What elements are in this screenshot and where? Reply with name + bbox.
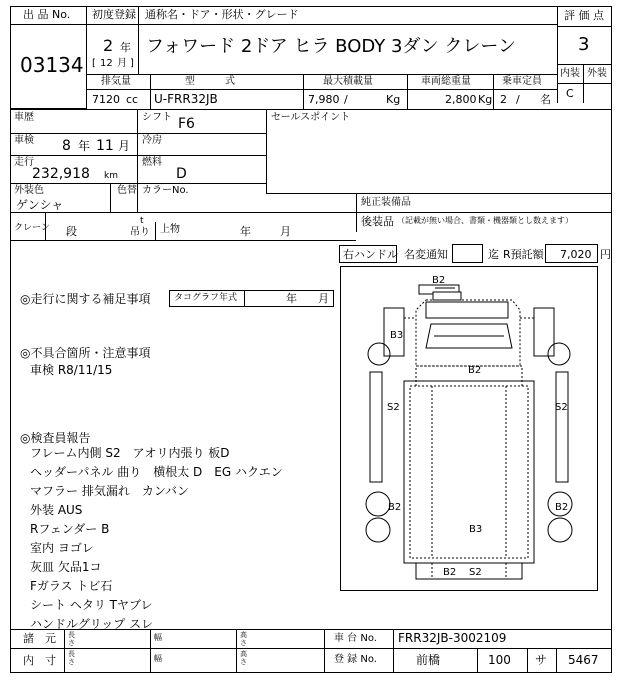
- first-registration-label: 初度登録: [92, 8, 136, 21]
- inspector-report-item: Fガラス トビ石: [30, 579, 113, 593]
- shift-label: シフト: [142, 112, 172, 123]
- diagram-label-b2-top: B2: [432, 275, 446, 286]
- inspector-report-item: ヘッダーパネル 曲り 横根太 D EG ハクエン: [30, 465, 283, 479]
- capacity-value: 2: [500, 93, 507, 106]
- gross-weight-label: 車両総重量: [421, 76, 471, 87]
- name-change-box: [452, 244, 483, 263]
- history-label: 車歴: [14, 112, 34, 123]
- diagram-label-b2-hood: B2: [468, 365, 482, 376]
- crane-hook-label: 吊り: [130, 227, 150, 238]
- model-label: 型 式: [185, 76, 235, 87]
- color-change-label: 色替: [117, 185, 137, 196]
- aftermarket-note: （記載が無い場合、書類・機器類とし数えます）: [397, 216, 573, 225]
- dim-height-label: 高さ: [240, 650, 247, 666]
- first-registration-year: 2: [103, 36, 114, 55]
- mileage-unit: km: [104, 171, 118, 181]
- inspection-year: 8: [62, 138, 71, 154]
- inspector-report-list: [30, 444, 283, 634]
- genuine-equipment-label: 純正装備品: [361, 197, 411, 208]
- exterior-label: 外装: [587, 68, 607, 79]
- crane-ton-unit: t: [140, 216, 144, 226]
- defects-label: ◎不具合箇所・注意事項: [20, 346, 151, 360]
- registration-kana: サ: [535, 653, 548, 667]
- displacement-label: 排気量: [101, 76, 131, 87]
- gross-weight-value: 2,800: [445, 93, 477, 106]
- ac-label: 冷房: [142, 135, 162, 146]
- defect-item: 車検 R8/11/15: [30, 363, 113, 377]
- diagram-label-s2-right: S2: [555, 402, 568, 413]
- tachograph-month-unit: 月: [318, 292, 329, 305]
- max-load-label: 最大積載量: [323, 76, 373, 87]
- capacity-unit: 名: [540, 93, 551, 106]
- inspection-month-unit: 月: [118, 139, 131, 153]
- first-registration-month-close: ]: [130, 58, 134, 69]
- dim-width-label: 幅: [154, 654, 162, 663]
- max-load-value: 7,980: [308, 93, 340, 106]
- capacity-separator: /: [516, 93, 520, 106]
- inspector-report-item: 灰皿 欠品1コ: [30, 560, 102, 574]
- capacity-label: 乗車定員: [502, 76, 542, 87]
- inspector-report-label: ◎検査員報告: [20, 431, 91, 445]
- registration-area: 前橋: [416, 653, 441, 667]
- chassis-number: FRR32JB-3002109: [398, 631, 507, 645]
- diagram-label-s2-rear: S2: [469, 567, 482, 578]
- diagram-label-b2-rear: B2: [443, 567, 457, 578]
- sales-point-label: セールスポイント: [271, 112, 351, 123]
- exterior-color-value: ゲンシャ: [16, 198, 64, 212]
- color-code-label: カラーNo.: [142, 185, 189, 196]
- exterior-color-label: 外装色: [14, 185, 44, 196]
- spec-width-label: 幅: [154, 633, 162, 642]
- defects-list: [30, 361, 112, 380]
- inspection-month: 11: [96, 138, 114, 154]
- vehicle-diagram: [340, 266, 598, 591]
- mileage-value: 232,918: [32, 166, 90, 182]
- max-load-unit: Kg: [386, 93, 401, 106]
- registration-class: 100: [488, 653, 511, 667]
- inspection-year-unit: 年: [78, 139, 91, 153]
- rating-label: 評 価 点: [564, 9, 604, 22]
- name-change-until: 迄: [488, 248, 499, 261]
- inspector-report-item: Rフェンダー B: [30, 522, 110, 536]
- displacement-unit: cc: [126, 93, 139, 106]
- name-change-label: 名変通知: [404, 248, 448, 261]
- dimensions-label: 内 寸: [23, 654, 56, 667]
- spec-length-label: 長さ: [68, 631, 75, 647]
- driving-notes-label: ◎走行に関する補足事項: [20, 292, 151, 306]
- dim-length-label: 長さ: [68, 650, 75, 666]
- shift-value: F6: [178, 116, 195, 132]
- inspector-report-item: 室内 ヨゴレ: [30, 541, 94, 555]
- first-registration-month: 12: [100, 58, 113, 69]
- chassis-label: 車 台 No.: [334, 633, 377, 644]
- registration-number: 5467: [568, 653, 599, 667]
- crane-stage-unit: 段: [66, 225, 77, 238]
- tachograph-label: タコグラフ年式: [174, 293, 238, 303]
- gross-weight-unit: Kg: [478, 93, 493, 106]
- diagram-label-s2-left: S2: [387, 402, 400, 413]
- aftermarket-label: 後装品: [361, 215, 394, 228]
- first-registration-month-unit: 月: [117, 58, 127, 69]
- diagram-label-b3-bed: B3: [469, 524, 483, 535]
- first-registration-month-open: [: [92, 58, 96, 69]
- name-grade-label: 通称名・ドア・形状・グレード: [145, 8, 299, 21]
- diagram-label-b2-fl-wheel: B2: [388, 502, 402, 513]
- tachograph-year-unit: 年: [286, 292, 297, 305]
- crane-month-unit: 月: [280, 225, 291, 238]
- r-deposit-amount: 7,020: [560, 248, 592, 261]
- r-deposit-label: R預託額: [503, 248, 544, 261]
- inspector-report-item: 外装 AUS: [30, 503, 83, 517]
- right-handle-label: 右ハンドル: [343, 248, 398, 261]
- inspector-report-item: シート ヘタリ Tヤブレ: [30, 598, 153, 612]
- crane-label: クレーン: [14, 223, 50, 233]
- crane-year-unit: 年: [240, 225, 251, 238]
- registration-label: 登 録 No.: [334, 654, 377, 665]
- displacement-value: 7120: [92, 93, 120, 106]
- interior-label: 内装: [560, 68, 580, 79]
- vehicle-title: フォワード 2ドア ヒラ BODY 3ダン クレーン: [146, 36, 516, 57]
- lot-number: 03134: [20, 53, 84, 77]
- diagram-label-b2-fr-wheel: B2: [555, 502, 569, 513]
- r-deposit-unit: 円: [600, 248, 611, 261]
- spec-height-label: 高さ: [240, 631, 247, 647]
- fuel-value: D: [176, 166, 187, 182]
- inspector-report-item: マフラー 排気漏れ カンバン: [30, 484, 189, 498]
- diagram-label-b3-cab: B3: [390, 330, 404, 341]
- first-registration-year-unit: 年: [120, 41, 131, 54]
- crane-mount-label: 上物: [160, 224, 180, 235]
- inspector-report-item: ハンドルグリップ スレ: [30, 617, 154, 631]
- rating-score: 3: [578, 34, 590, 55]
- inspector-report-item: フレーム内側 S2 アオリ内張り 板D: [30, 446, 230, 460]
- model-value: U-FRR32JB: [154, 92, 218, 106]
- spec-label: 諸 元: [23, 632, 56, 645]
- fuel-label: 燃料: [142, 157, 162, 168]
- lot-number-label: 出 品 No.: [23, 8, 71, 21]
- mileage-label: 走行: [14, 157, 34, 168]
- interior-grade: C: [566, 87, 574, 100]
- max-load-separator: /: [344, 93, 348, 106]
- inspection-label: 車検: [14, 135, 34, 146]
